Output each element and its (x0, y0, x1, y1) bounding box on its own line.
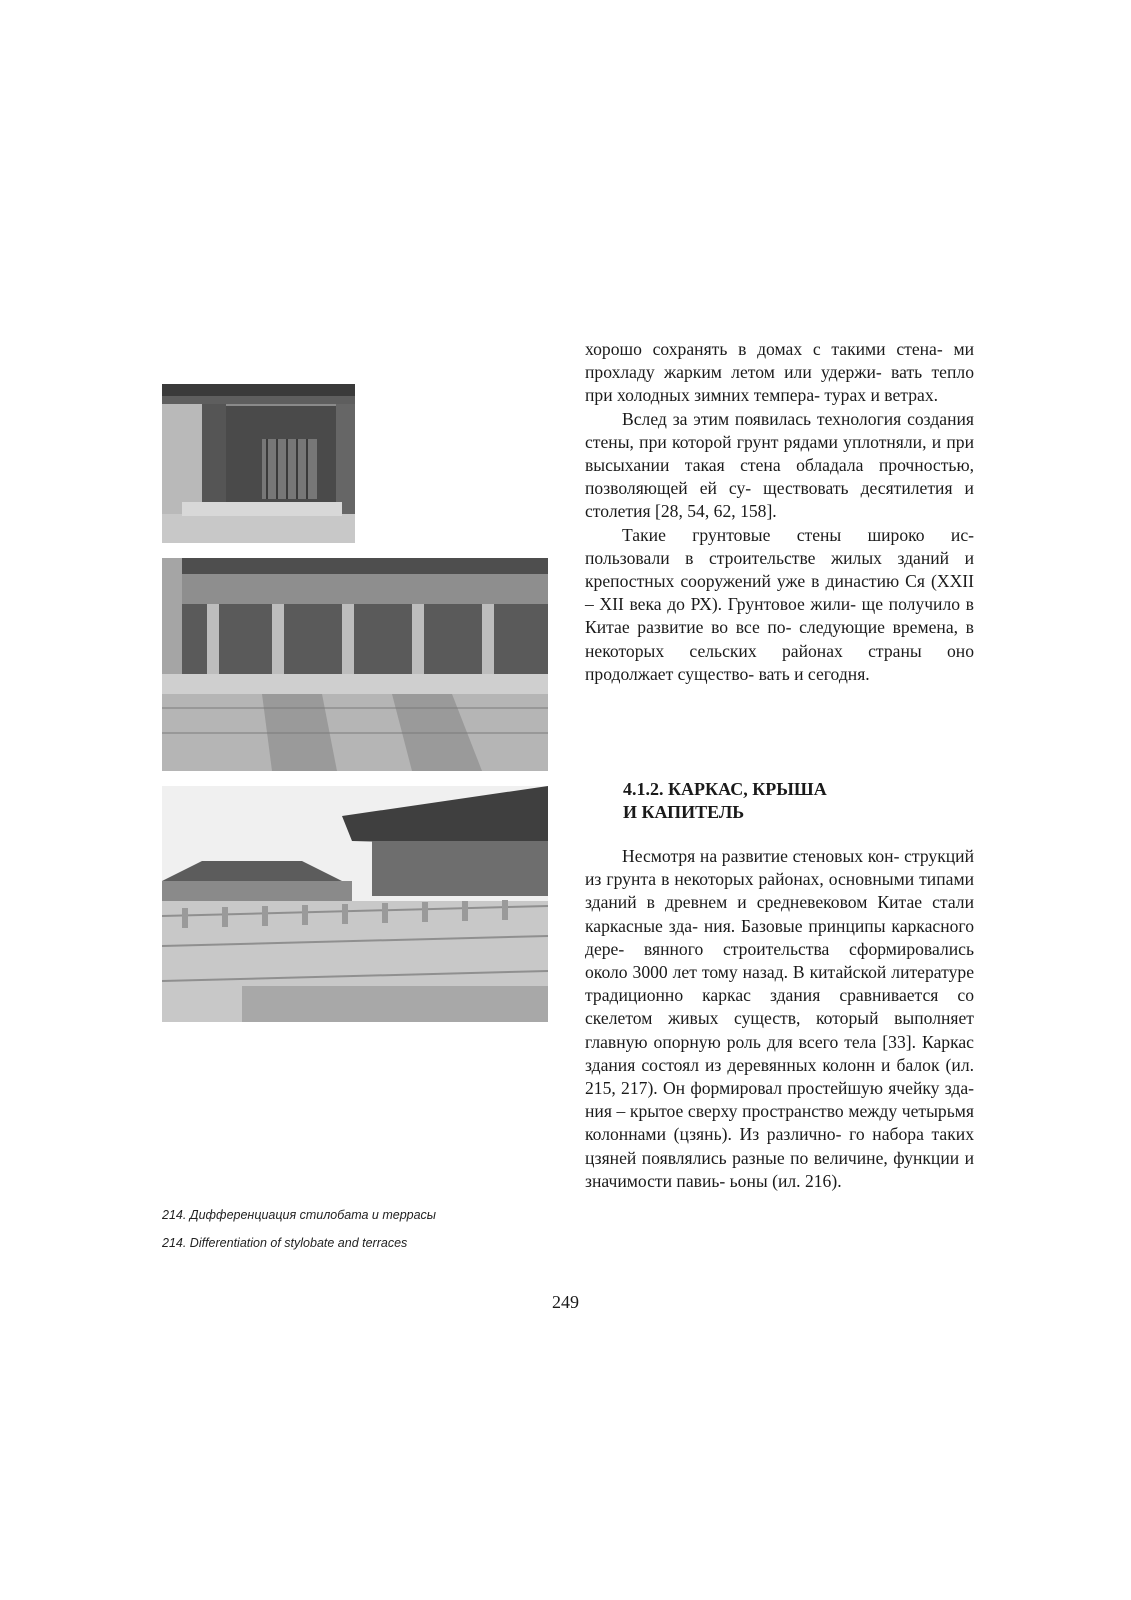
text-line: ния – крытое сверху пространство между (585, 1101, 898, 1122)
text-line: ществовать десятилетия и столетия [28, 54, (585, 478, 974, 522)
body-text-top (585, 338, 974, 686)
text-line: по величине, функции и значимости павиь- (585, 1147, 974, 1191)
text-line: создания стены, при которой грунт рядами (585, 408, 974, 452)
text-line: четырьмя колоннами (цзянь). Из различно- (585, 1101, 974, 1145)
figure-caption-en: 214. Differentiation of stylobate and terraces (162, 1236, 408, 1250)
section-heading-line: И КАПИТЕЛЬ (623, 802, 745, 822)
text-line: для всего тела [33]. Каркас здания состоял (585, 1031, 974, 1075)
pavilion-photo-closeup-icon (162, 384, 355, 543)
text-line: сравнивается со скелетом живых существ, (585, 985, 974, 1029)
text-line: турах и ветрах. (824, 385, 939, 406)
text-line: около 3000 лет тому назад. В китайской (585, 962, 887, 983)
text-line: уплотняли, и при высыхании такая стена (585, 431, 975, 476)
hall-on-terrace-photo (162, 558, 548, 771)
hall-on-terrace-photo-icon (162, 558, 548, 771)
pavilion-photo-closeup (162, 384, 355, 543)
text-line: литературе традиционно каркас здания (585, 962, 974, 1006)
text-line: го набора таких цзяней появлялись разные (585, 1124, 974, 1168)
text-line: ьоны (ил. 216). (729, 1170, 842, 1191)
text-line: который выполняет главную опорную роль (585, 1008, 974, 1052)
text-line: ния. Базовые принципы каркасного дере- (585, 915, 974, 959)
text-line: Он формировал простейшую ячейку зда- (662, 1078, 974, 1099)
text-line: ми прохладу жарким летом или удержи- (585, 339, 974, 383)
page-number: 249 (552, 1292, 579, 1312)
body-text-bottom (585, 845, 974, 1193)
paragraph (585, 408, 974, 524)
text-line: вянного строительства сформировались (643, 938, 974, 959)
text-line: и крепостных сооружений уже в династию (585, 547, 974, 592)
text-line: следующие времена, в некоторых сельских (585, 617, 974, 661)
text-line: Ся (XXII – XII века до РХ). Грунтовое жили- (585, 571, 974, 615)
text-line: пользовали в строительстве жилых зданий (585, 547, 950, 568)
text-line: основными типами зданий в древнем и (585, 869, 974, 913)
paragraph (585, 338, 974, 408)
section-heading-line: 4.1.2. КАРКАС, КРЫША (623, 779, 827, 799)
paragraph (585, 845, 974, 1193)
text-line: хорошо сохранять в домах с такими стена- (585, 339, 943, 359)
text-line: 62, 158]. (713, 501, 777, 522)
text-line: Такие грунтовые стены широко ис- (622, 524, 974, 545)
text-line: вать тепло при холодных зимних темпера- (585, 362, 974, 406)
marble-terraces-photo-icon (162, 786, 548, 1022)
text-line: струкций из грунта в некоторых районах, (585, 846, 974, 890)
text-line: Вслед за этим появилась технология (622, 408, 902, 429)
section-heading (623, 778, 827, 824)
text-line: районах страны оно продолжает существо- (585, 640, 975, 684)
paragraph (585, 524, 974, 686)
text-line: Несмотря на развитие стеновых кон- (622, 846, 900, 866)
text-line: средневековом Китае стали каркасные зда- (585, 892, 974, 936)
text-line: из деревянных колонн и балок (ил. 215, 217). (585, 1054, 975, 1099)
marble-terraces-photo (162, 786, 548, 1022)
text-line: ще получило в Китае развитие во все по- (585, 594, 974, 638)
text-line: обладала прочностью, позволяющей ей су- (585, 455, 974, 499)
text-line: вать и сегодня. (758, 663, 870, 684)
figure-caption-ru: 214. Дифференциация стилобата и террасы (162, 1208, 437, 1222)
